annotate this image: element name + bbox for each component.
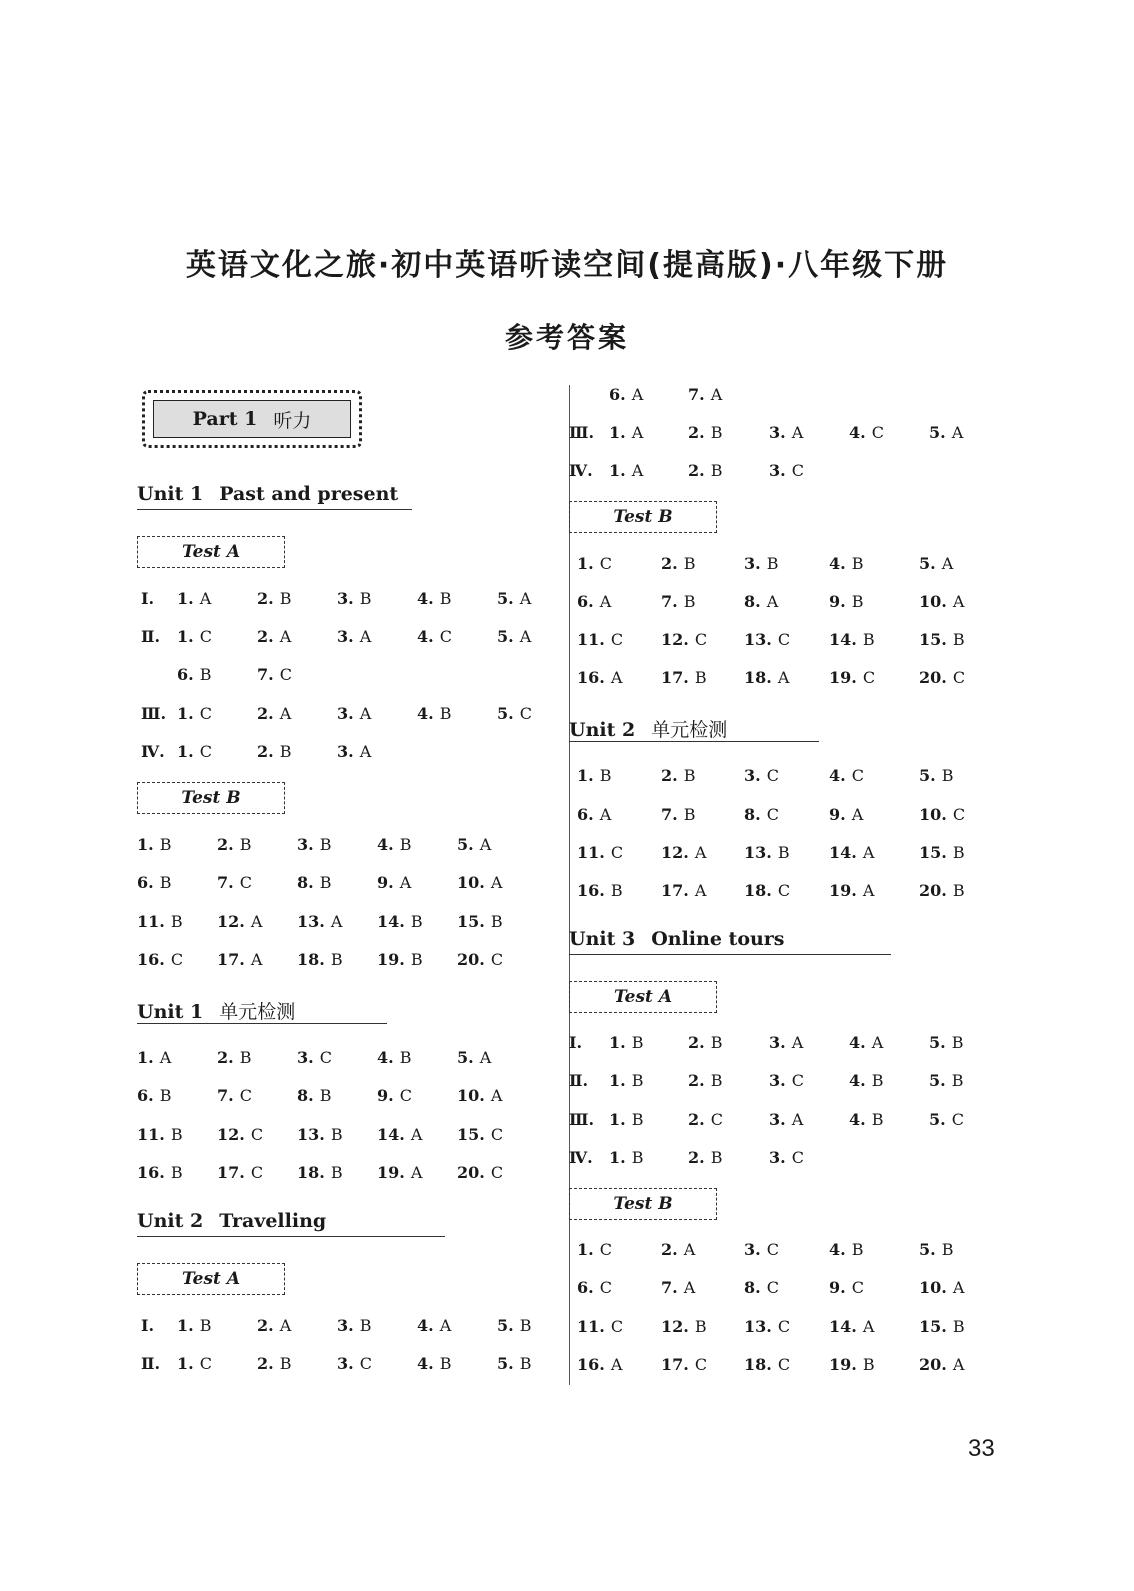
unit-3-test-a-label: Test A [569, 981, 717, 1013]
answer-item: 4. A [849, 1033, 884, 1052]
answer-item: 1. C [177, 742, 212, 761]
answer-item: 7. C [257, 665, 292, 684]
section-numeral: Ⅱ. [141, 627, 161, 646]
answer-item: 6. A [609, 385, 644, 404]
answer-item: 15. B [919, 843, 965, 862]
answer-item: 14. A [377, 1125, 423, 1144]
answer-item: 5. B [929, 1071, 964, 1090]
answer-item: 7. B [661, 805, 696, 824]
answer-item: 16. A [577, 668, 623, 687]
answer-item: 13. C [744, 1317, 791, 1336]
answer-item: 1. B [609, 1110, 644, 1129]
answer-item: 1. C [577, 1240, 612, 1259]
answer-item: 16. B [577, 881, 623, 900]
answer-item: 16. A [577, 1355, 623, 1374]
answer-item: 14. A [829, 1317, 875, 1336]
answer-item: 5. A [457, 835, 492, 854]
answer-item: 20. B [919, 881, 965, 900]
answer-item: 9. A [377, 873, 412, 892]
answer-item: 8. A [744, 592, 779, 611]
answer-item: 18. B [297, 1163, 343, 1182]
answer-item: 11. C [577, 843, 624, 862]
answer-item: 11. B [137, 912, 183, 931]
answer-item: 19. C [829, 668, 876, 687]
answer-item: 1. B [177, 1316, 212, 1335]
answer-item: 10. C [919, 805, 966, 824]
answer-item: 4. B [829, 554, 864, 573]
answer-item: 3. A [769, 1110, 804, 1129]
answer-item: 3. A [337, 627, 372, 646]
answer-item: 1. C [177, 627, 212, 646]
answer-item: 19. B [377, 950, 423, 969]
answer-item: 5. A [497, 589, 532, 608]
answer-item: 15. B [919, 1317, 965, 1336]
answer-item: 6. A [577, 592, 612, 611]
section-numeral: Ⅲ. [569, 1110, 595, 1129]
answer-item: 13. B [297, 1125, 343, 1144]
answer-item: 4. B [417, 1354, 452, 1373]
answer-item: 1. C [177, 1354, 212, 1373]
answer-item: 20. A [919, 1355, 965, 1374]
unit-3-test-b-label: Test B [569, 1188, 717, 1220]
unit-1-check-heading: Unit 1 单元检测 [137, 997, 387, 1024]
answer-item: 2. A [257, 1316, 292, 1335]
answer-item: 7. B [661, 592, 696, 611]
unit-2-test-b-label: Test B [569, 501, 717, 533]
answer-item: 1. B [577, 766, 612, 785]
answer-item: 8. B [297, 873, 332, 892]
answer-item: 1. B [609, 1033, 644, 1052]
answer-item: 2. B [688, 423, 723, 442]
answer-item: 7. C [217, 1086, 252, 1105]
answer-item: 1. A [609, 461, 644, 480]
answer-item: 14. B [377, 912, 423, 931]
answer-item: 17. C [661, 1355, 708, 1374]
answer-key-heading: 参考答案 [504, 321, 629, 354]
section-numeral: Ⅳ. [141, 742, 165, 761]
answer-item: 6. B [177, 665, 212, 684]
answer-item: 2. B [661, 766, 696, 785]
answer-item: 14. A [829, 843, 875, 862]
answer-item: 7. A [688, 385, 723, 404]
answer-item: 17. B [661, 668, 707, 687]
answer-item: 2. A [661, 1240, 696, 1259]
answer-item: 12. C [217, 1125, 264, 1144]
answer-item: 18. A [744, 668, 790, 687]
unit-2-test-a-label: Test A [137, 1263, 285, 1295]
answer-item: 15. B [919, 630, 965, 649]
answer-item: 2. B [257, 742, 292, 761]
unit-2-heading: Unit 2 Travelling [137, 1210, 445, 1237]
answer-item: 16. C [137, 950, 184, 969]
answer-item: 2. B [661, 554, 696, 573]
answer-item: 14. B [829, 630, 875, 649]
answer-item: 3. C [769, 1148, 804, 1167]
unit-1-heading: Unit 1 Past and present [137, 483, 412, 510]
section-numeral: Ⅰ. [569, 1033, 583, 1052]
answer-item: 4. B [417, 704, 452, 723]
answer-item: 1. B [609, 1148, 644, 1167]
section-numeral: Ⅲ. [569, 423, 595, 442]
answer-item: 3. B [337, 1316, 372, 1335]
answer-item: 3. C [744, 766, 779, 785]
answer-item: 18. C [744, 1355, 791, 1374]
answer-item: 5. A [497, 627, 532, 646]
answer-item: 12. C [661, 630, 708, 649]
answer-item: 5. B [497, 1354, 532, 1373]
answer-item: 7. A [661, 1278, 696, 1297]
answer-item: 9. C [829, 1278, 864, 1297]
answer-item: 4. C [849, 423, 884, 442]
answer-item: 2. A [257, 704, 292, 723]
answer-item: 19. B [829, 1355, 875, 1374]
answer-item: 3. C [297, 1048, 332, 1067]
answer-item: 3. C [337, 1354, 372, 1373]
answer-item: 13. C [744, 630, 791, 649]
answer-item: 2. B [688, 1071, 723, 1090]
answer-item: 1. A [609, 423, 644, 442]
answer-item: 10. A [919, 592, 965, 611]
answer-item: 3. A [337, 704, 372, 723]
answer-item: 15. C [457, 1125, 504, 1144]
unit-1-test-a-label: Test A [137, 536, 285, 568]
section-numeral: Ⅳ. [569, 1148, 593, 1167]
page-number: 33 [968, 1435, 995, 1462]
answer-item: 19. A [377, 1163, 423, 1182]
answer-item: 5. B [919, 1240, 954, 1259]
answer-item: 2. B [217, 835, 252, 854]
answer-item: 2. B [257, 1354, 292, 1373]
answer-item: 1. C [577, 554, 612, 573]
answer-item: 4. B [829, 1240, 864, 1259]
answer-item: 17. A [217, 950, 263, 969]
answer-item: 13. B [744, 843, 790, 862]
answer-item: 18. B [297, 950, 343, 969]
answer-item: 6. A [577, 805, 612, 824]
answer-item: 11. C [577, 1317, 624, 1336]
answer-item: 5. B [497, 1316, 532, 1335]
answer-item: 2. B [688, 1148, 723, 1167]
answer-item: 10. A [457, 1086, 503, 1105]
answer-item: 13. A [297, 912, 343, 931]
answer-item: 4. A [417, 1316, 452, 1335]
section-numeral: Ⅱ. [569, 1071, 589, 1090]
answer-item: 1. B [137, 835, 172, 854]
answer-item: 8. B [297, 1086, 332, 1105]
answer-item: 4. B [849, 1071, 884, 1090]
answer-item: 4. B [377, 1048, 412, 1067]
answer-item: 20. C [457, 950, 504, 969]
answer-item: 8. C [744, 1278, 779, 1297]
answer-item: 6. C [577, 1278, 612, 1297]
unit-1-test-b-label: Test B [137, 782, 285, 814]
answer-item: 12. A [661, 843, 707, 862]
answer-item: 3. A [769, 423, 804, 442]
answer-item: 2. B [688, 1033, 723, 1052]
answer-item: 7. C [217, 873, 252, 892]
answer-item: 16. B [137, 1163, 183, 1182]
part-1-label: Part 1 听力 [153, 400, 351, 438]
answer-item: 10. A [919, 1278, 965, 1297]
answer-item: 4. B [849, 1110, 884, 1129]
answer-item: 4. B [377, 835, 412, 854]
answer-item: 18. C [744, 881, 791, 900]
answer-item: 17. C [217, 1163, 264, 1182]
answer-item: 4. C [417, 627, 452, 646]
answer-item: 5. B [919, 766, 954, 785]
answer-item: 8. C [744, 805, 779, 824]
answer-item: 10. A [457, 873, 503, 892]
answer-item: 20. C [457, 1163, 504, 1182]
answer-item: 11. C [577, 630, 624, 649]
answer-item: 3. C [744, 1240, 779, 1259]
page-title: 英语文化之旅·初中英语听读空间(提高版)·八年级下册 [185, 248, 949, 283]
answer-item: 9. B [829, 592, 864, 611]
answer-item: 3. A [337, 742, 372, 761]
answer-item: 6. B [137, 1086, 172, 1105]
answer-item: 5. C [929, 1110, 964, 1129]
unit-3-heading: Unit 3 Online tours [569, 928, 891, 955]
answer-item: 2. A [257, 627, 292, 646]
answer-item: 12. B [661, 1317, 707, 1336]
answer-item: 5. B [929, 1033, 964, 1052]
answer-item: 3. C [769, 1071, 804, 1090]
answer-item: 5. A [457, 1048, 492, 1067]
answer-item: 1. A [177, 589, 212, 608]
section-numeral: Ⅰ. [141, 589, 155, 608]
answer-item: 2. B [688, 461, 723, 480]
answer-item: 6. B [137, 873, 172, 892]
answer-item: 4. B [417, 589, 452, 608]
section-numeral: Ⅱ. [141, 1354, 161, 1373]
answer-item: 2. C [688, 1110, 723, 1129]
answer-item: 19. A [829, 881, 875, 900]
answer-item: 1. A [137, 1048, 172, 1067]
part-1-box [142, 390, 362, 448]
answer-item: 9. C [377, 1086, 412, 1105]
answer-item: 5. C [497, 704, 532, 723]
answer-item: 3. B [744, 554, 779, 573]
answer-item: 17. A [661, 881, 707, 900]
answer-item: 5. A [929, 423, 964, 442]
answer-item: 5. A [919, 554, 954, 573]
answer-item: 12. A [217, 912, 263, 931]
answer-item: 3. C [769, 461, 804, 480]
answer-item: 20. C [919, 668, 966, 687]
answer-item: 1. B [609, 1071, 644, 1090]
answer-item: 3. A [769, 1033, 804, 1052]
answer-item: 1. C [177, 704, 212, 723]
section-numeral: Ⅳ. [569, 461, 593, 480]
column-divider [569, 385, 570, 1385]
answer-item: 3. B [297, 835, 332, 854]
section-numeral: Ⅲ. [141, 704, 167, 723]
unit-2-check-heading: Unit 2 单元检测 [569, 715, 819, 742]
section-numeral: Ⅰ. [141, 1316, 155, 1335]
answer-item: 2. B [257, 589, 292, 608]
answer-item: 4. C [829, 766, 864, 785]
answer-item: 2. B [217, 1048, 252, 1067]
answer-item: 9. A [829, 805, 864, 824]
answer-item: 3. B [337, 589, 372, 608]
answer-item: 15. B [457, 912, 503, 931]
answer-item: 11. B [137, 1125, 183, 1144]
